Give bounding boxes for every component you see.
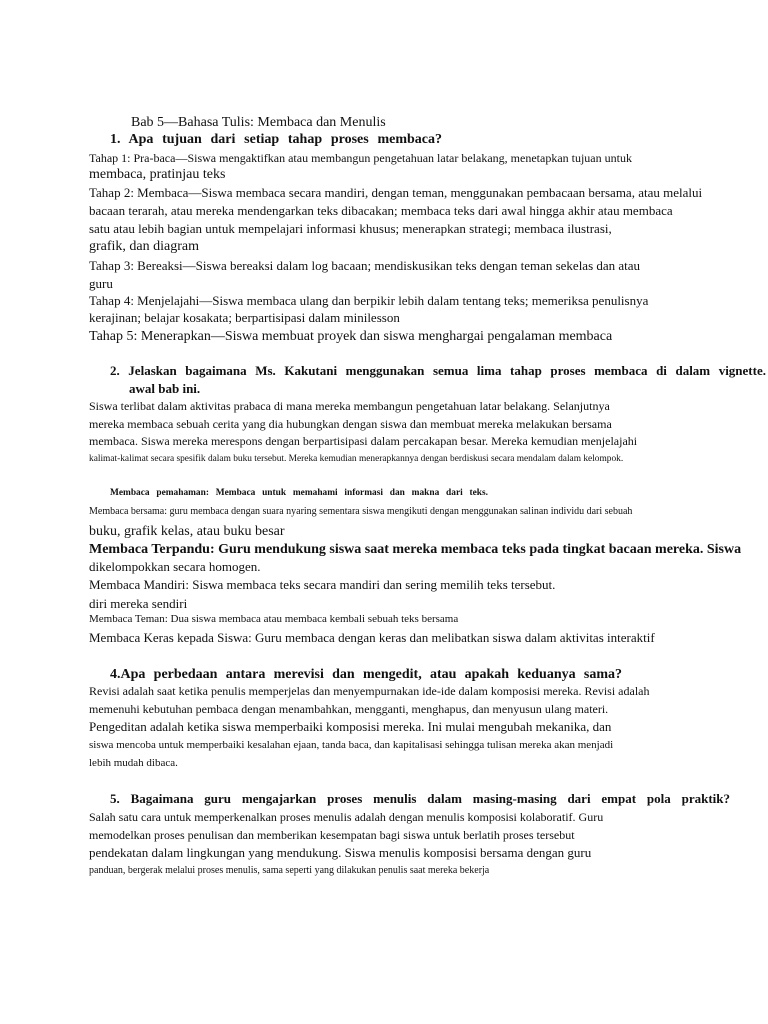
q1-line: grafik, dan diagram [89, 239, 200, 254]
q5-line: pendekatan dalam lingkungan yang mendukung. Siswa menulis komposisi bersama dengan guru [89, 845, 592, 860]
q3-heading: Membaca pemahaman: Membaca untuk memahami informasi dan makna dari teks. [110, 488, 488, 498]
q5-line: Salah satu cara untuk memperkenalkan proses menulis adalah dengan menulis komposisi kolaboratif. Guru [89, 810, 604, 824]
q3-line: diri mereka sendiri [89, 596, 188, 611]
q1-line: Tahap 3: Bereaksi—Siswa bereaksi dalam log bacaan; mendiskusikan teks dengan teman sekelas dan atau [89, 258, 641, 273]
q3-line: Membaca Terpandu: Guru mendukung siswa saat mereka membaca teks pada tingkat bacaan mereka. Siswa [89, 542, 742, 557]
chapter-title: Bab 5—Bahasa Tulis: Membaca dan Menulis [131, 115, 386, 130]
q2-line: Siswa terlibat dalam aktivitas prabaca di mana mereka membangun pengetahuan latar belakang. Selanjutnya [89, 399, 610, 413]
q3-line: Membaca bersama: guru membaca dengan suara nyaring sementara siswa mengikuti dengan menggunakan salinan individu dari sebuah [89, 506, 633, 517]
q4-line: siswa mencoba untuk memperbaiki kesalahan ejaan, tanda baca, dan kapitalisasi sehingga tulisan mereka akan menjadi [89, 739, 614, 751]
q2-heading-line2: awal bab ini. [129, 381, 201, 396]
q2-line: kalimat-kalimat secara spesifik dalam buku tersebut. Mereka kemudian menerapkannya dengan berdiskusi secara mendalam dalam kelompok. [89, 454, 624, 464]
q3-line: Membaca Keras kepada Siswa: Guru membaca dengan keras dan melibatkan siswa dalam aktivitas interaktif [89, 630, 655, 645]
q4-heading: 4.Apa perbedaan antara merevisi dan mengedit, atau apakah keduanya sama? [110, 667, 622, 682]
q5-line: memodelkan proses penulisan dan memberikan kesempatan bagi siswa untuk berlatih proses tersebut [89, 828, 575, 842]
q3-line: Membaca Mandiri: Siswa membaca teks secara mandiri dan sering memilih teks tersebut. [89, 577, 556, 592]
q1-line: bacaan terarah, atau mereka mendengarkan teks dibacakan; membaca teks dari awal hingga akhir atau membaca [89, 203, 673, 218]
q1-line: satu atau lebih bagian untuk mempelajari informasi khusus; menerapkan strategi; membaca ilustrasi, [89, 221, 612, 236]
q1-line: guru [89, 276, 113, 291]
q2-heading-line1: 2. Jelaskan bagaimana Ms. Kakutani menggunakan semua lima tahap proses membaca di dalam vignette. [110, 363, 766, 378]
q4-line: lebih mudah dibaca. [89, 757, 178, 769]
q4-line: Pengeditan adalah ketika siswa memperbaiki komposisi mereka. Ini mulai mengubah mekanika, dan [89, 719, 612, 734]
q1-heading: 1. Apa tujuan dari setiap tahap proses membaca? [110, 132, 442, 147]
q1-line: Tahap 1: Pra-baca—Siswa mengaktifkan atau membangun pengetahuan latar belakang, menetapkan tujuan untuk [89, 151, 632, 165]
q2-line: mereka membaca sebuah cerita yang dia hubungkan dengan siswa dan membuat mereka melakukan bersama [89, 417, 612, 431]
q3-line: buku, grafik kelas, atau buku besar [89, 524, 285, 539]
q1-line: Tahap 2: Membaca—Siswa membaca secara mandiri, dengan teman, menggunakan pembacaan bersama, atau melalui [89, 185, 703, 200]
q1-line: membaca, pratinjau teks [89, 167, 226, 182]
q4-line: memenuhi kebutuhan pembaca dengan menambahkan, mengganti, menghapus, dan menyusun ulang materi. [89, 702, 609, 716]
q1-line: Tahap 4: Menjelajahi—Siswa membaca ulang dan berpikir lebih dalam tentang teks; memeriksa penulisnya [89, 293, 649, 308]
q5-line: panduan, bergerak melalui proses menulis, sama seperti yang dilakukan penulis saat mereka bekerja [89, 865, 490, 876]
q3-line: dikelompokkan secara homogen. [89, 559, 261, 574]
q4-line: Revisi adalah saat ketika penulis memperjelas dan menyempurnakan ide-ide dalam komposisi mereka. Revisi adalah [89, 684, 650, 698]
q3-line: Membaca Teman: Dua siswa membaca atau membaca kembali sebuah teks bersama [89, 613, 459, 625]
q5-heading: 5. Bagaimana guru mengajarkan proses menulis dalam masing-masing dari empat pola praktik? [110, 791, 730, 806]
q2-line: membaca. Siswa mereka merespons dengan berpartisipasi dalam percakapan besar. Mereka kemudian menjelajahi [89, 434, 638, 448]
q1-line: kerajinan; belajar kosakata; berpartisipasi dalam minilesson [89, 310, 400, 325]
q1-line: Tahap 5: Menerapkan—Siswa membuat proyek dan siswa menghargai pengalaman membaca [89, 329, 613, 344]
